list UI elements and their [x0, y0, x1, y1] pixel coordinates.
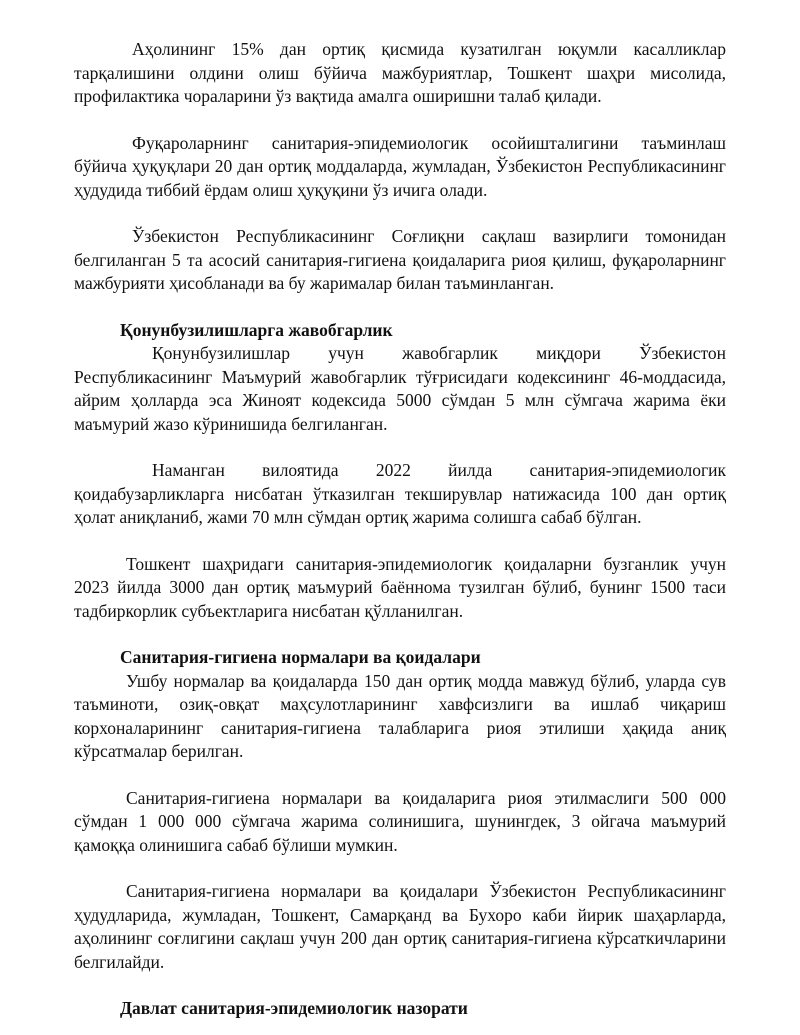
- paragraph-citizen-rights: Фуқароларнинг санитария-эпидемиологик осойишталигини таъминлаш бўйича ҳуқуқлари 20 дан ортиқ моддаларда, жумладан, Ўзбекистон Республикасининг ҳудудида тиббий ёрдам олиш ҳуқуқини ўз ичига олади.: [74, 132, 726, 200]
- heading-sanitary-norms: Санитария-гигиена нормалари ва қоидалари: [120, 647, 481, 667]
- paragraph-namangan: Наманган вилоятида 2022 йилда санитария-эпидемиологик қоидабузарликларга нисбатан ўтказилган текширувлар натижасида 100 дан ортиқ ҳолат аниқланиб, жами 70 млн сўмдан ортиқ жарима солишга сабаб бўлган.: [74, 460, 726, 527]
- paragraph-liability-code: Қонунбузилишлар учун жавобгарлик миқдори Ўзбекистон Республикасининг Маъмурий жавобгарлик тўғрисидаги кодексининг 46-моддасида, айрим ҳолларда эса Жиноят кодексида 5000 сўмдан 5 млн сўмгача жарима ёки маъмурий жазо кўринишида белгиланган.: [74, 343, 726, 434]
- paragraph-ministry-rules: Ўзбекистон Республикасининг Соғлиқни сақлаш вазирлиги томонидан белгиланган 5 та асосий санитария-гигиена қоидаларига риоя қилиш, фуқароларнинг мажбурияти ҳисобланади ва бу жарималар билан таъминланган.: [74, 226, 726, 293]
- heading-state-supervision: Давлат санитария-эпидемиологик назорати: [120, 998, 468, 1018]
- paragraph-infectious-diseases: Аҳолининг 15% дан ортиқ қисмида кузатилган юқумли касалликлар тарқалишини олдини олиш бўйича мажбуриятлар, Тошкент шаҳри мисолида, профилактика чораларини ўз вақтида амалга оширишни талаб қилади.: [74, 39, 726, 106]
- paragraph-norms-articles: Ушбу нормалар ва қоидаларда 150 дан ортиқ модда мавжуд бўлиб, уларда сув таъминоти, озиқ-овқат маҳсулотларининг хавфсизлиги ва ишлаб чиқариш корхоналарининг санитария-гигиена талабларига риоя этилиши ҳақида аниқ кўрсатмалар берилган.: [74, 670, 726, 761]
- paragraph-norms-penalties: Санитария-гигиена нормалари ва қоидаларига риоя этилмаслиги 500 000 сўмдан 1 000 000 сўмгача жарима солинишига, шунингдек, 3 ойгача маъмурий қамоққа олинишига сабаб бўлиши мумкин.: [74, 787, 726, 855]
- paragraph-norms-cities: Санитария-гигиена нормалари ва қоидалари Ўзбекистон Республикасининг ҳудудларида, жумладан, Тошкент, Самарқанд ва Бухоро каби йирик шаҳарларда, аҳолининг соғлигини сақлаш учун 200 дан ортиқ санитария-гигиена кўрсаткичларини белгилайди.: [74, 881, 726, 972]
- heading-liability: Қонунбузилишларга жавобгарлик: [120, 319, 393, 340]
- paragraph-tashkent-protocols: Тошкент шаҳридаги санитария-эпидемиологик қоидаларни бузганлик учун 2023 йилда 3000 дан ортиқ маъмурий баённома тузилган бўлиб, бунинг 1500 таси тадбиркорлик субъектларига нисбатан қўлланилган.: [74, 553, 726, 621]
